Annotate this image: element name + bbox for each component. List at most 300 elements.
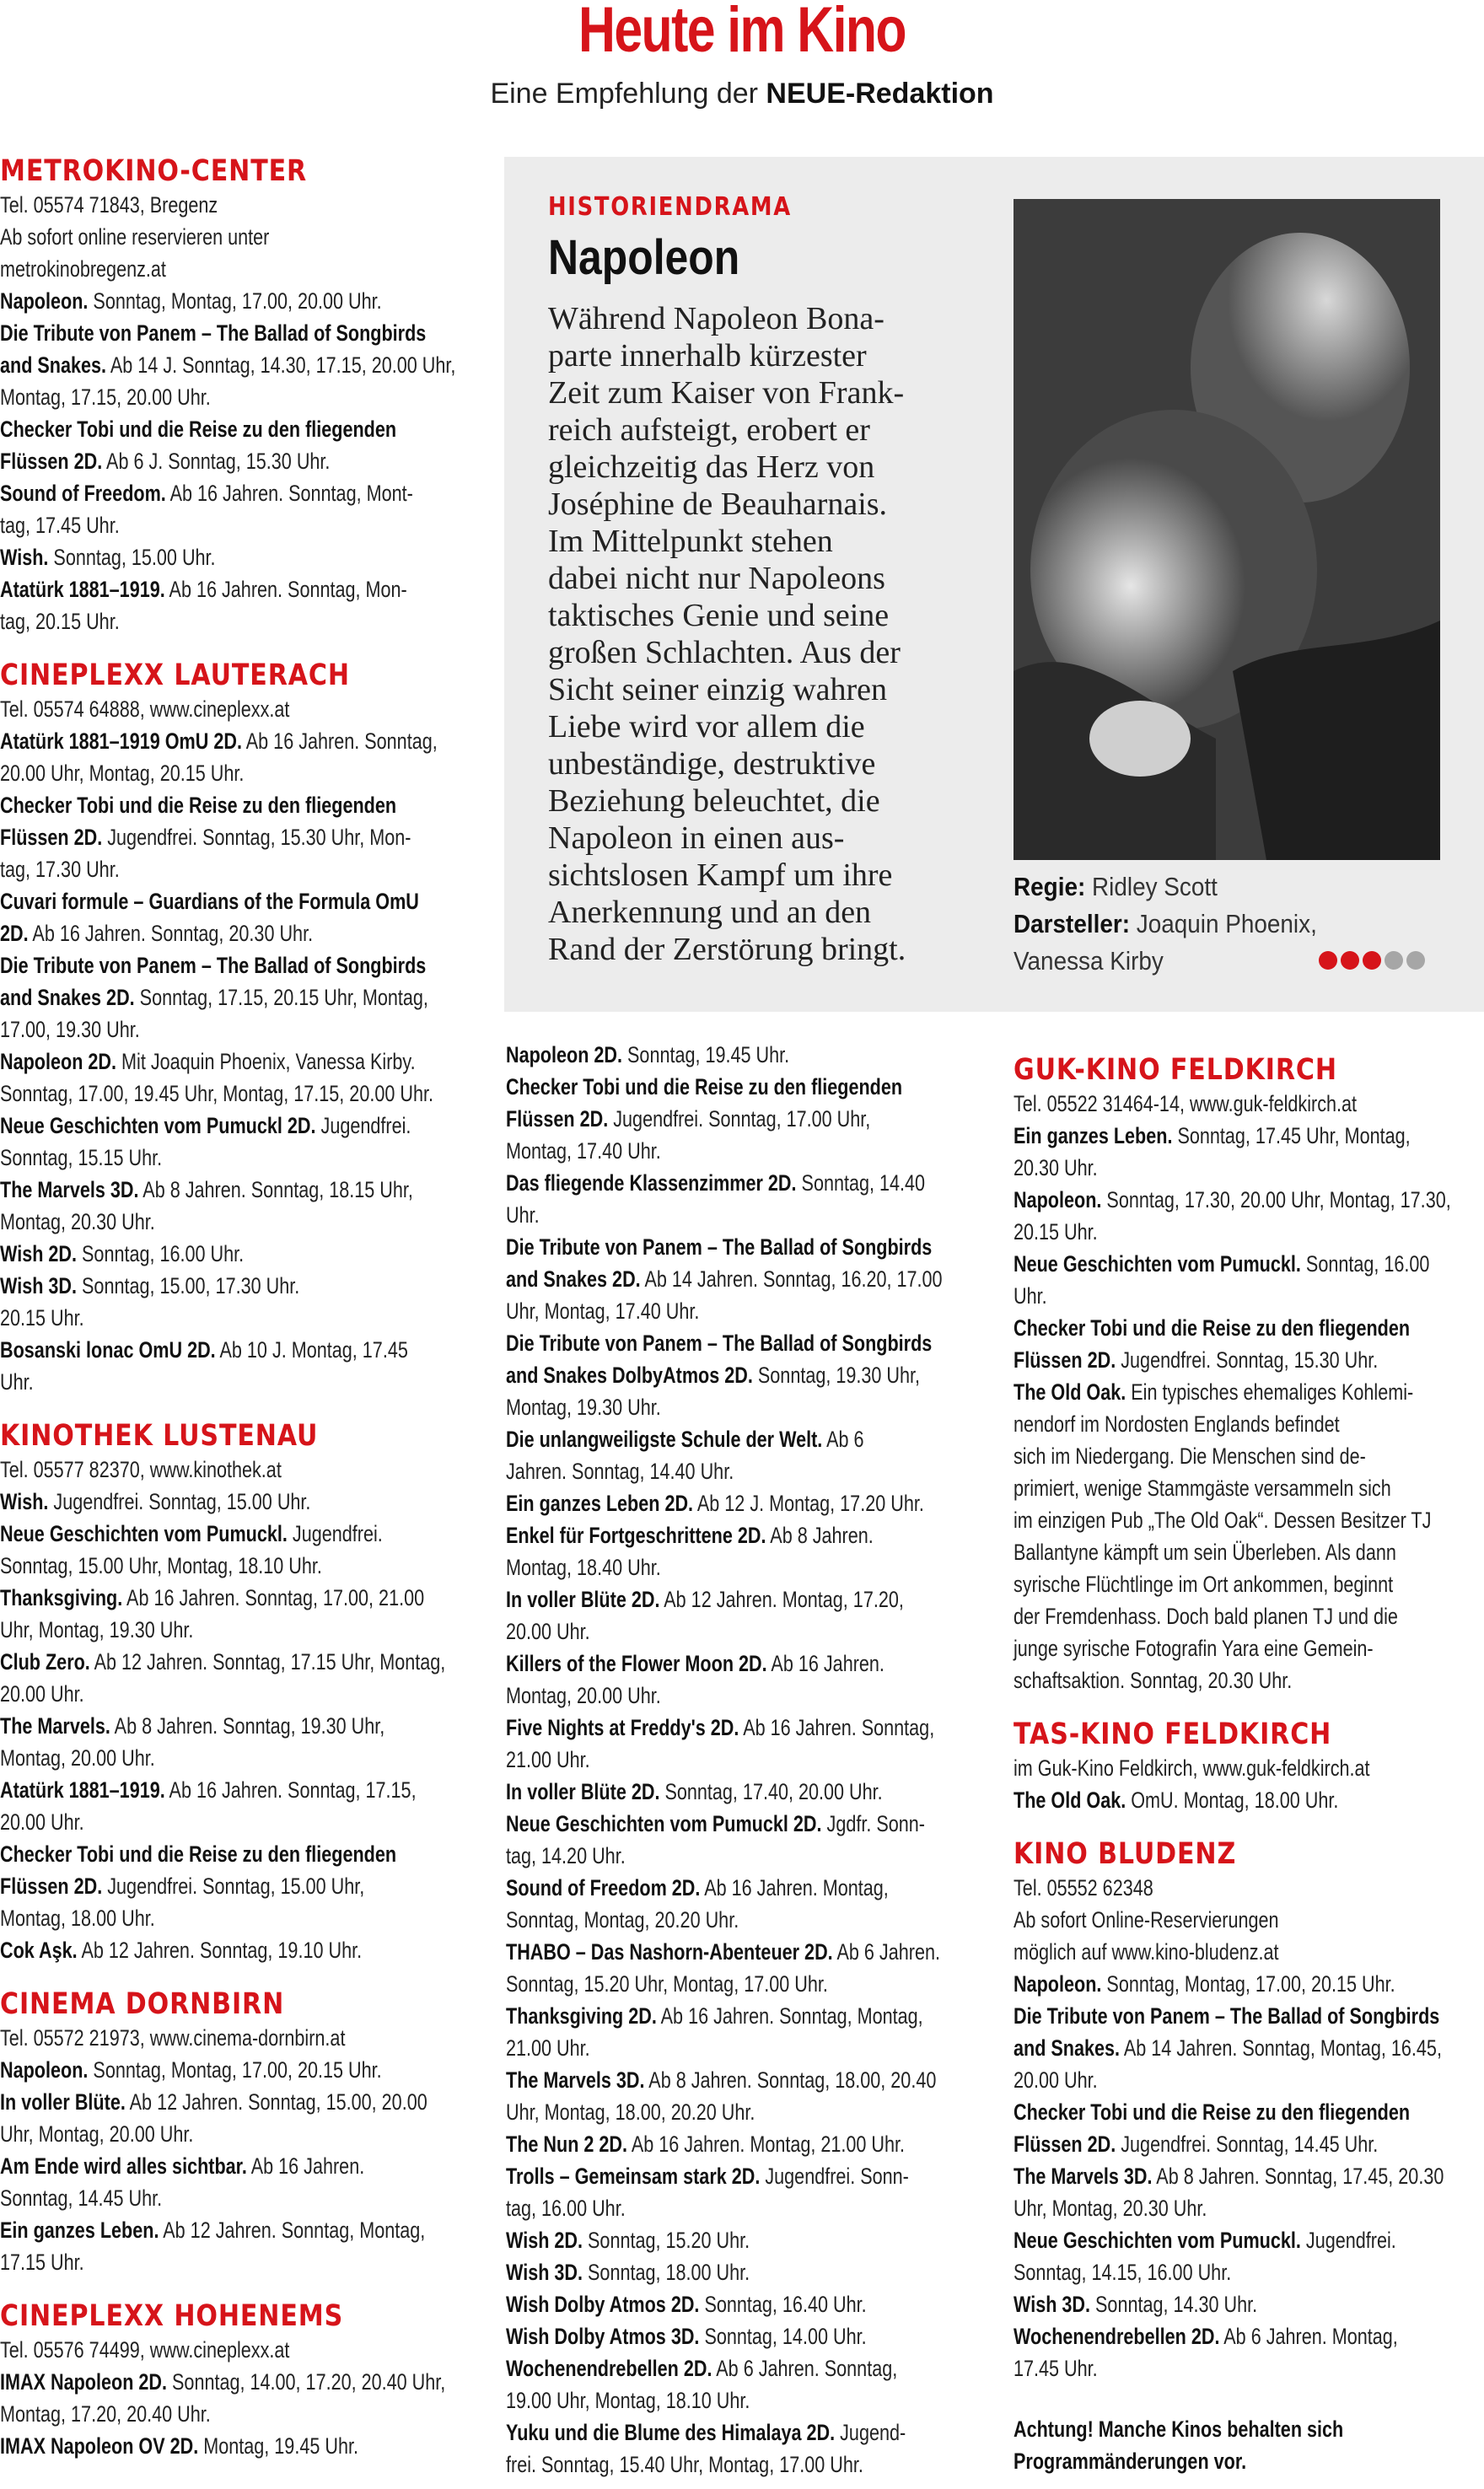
movie-title: and Snakes DolbyAtmos 2D. [506,1363,753,1388]
listing-line [0,821,411,853]
director-label: Regie: [1014,872,1086,901]
listing-details: Sonntag, 14.15, 16.00 Uhr. [1014,2260,1232,2285]
listing-details: Uhr, Montag, 17.40 Uhr. [506,1298,700,1324]
listing-line [0,2246,398,2278]
listing-line [506,2064,937,2096]
feature-text-line: dabei nicht nur Napoleons [548,561,885,596]
listing-line [0,1774,417,1806]
listing-details: Mit Joaquin Phoenix, Vanessa Kirby. [116,1049,416,1074]
movie-title: Checker Tobi und die Reise zu den fliegenden [0,793,397,818]
movie-title: Killers of the Flower Moon 2D. [506,1651,767,1676]
listing-line [506,1231,933,1263]
listing-line [0,2118,398,2150]
listing-line [1014,2064,1390,2096]
listing-line [0,2366,446,2398]
movie-title: Wish 3D. [0,1273,78,1298]
column-right [1014,1052,1484,2477]
listing-details: tag, 16.00 Uhr. [506,2196,626,2221]
movie-title: Wish 2D. [506,2228,583,2253]
cinema-heading: KINO BLUDENZ [1014,1837,1237,1871]
listing-details: Montag, 19.30 Uhr. [506,1395,661,1420]
listing-line [0,317,427,349]
listing-line [0,221,398,253]
listing-details: 20.15 Uhr. [0,1305,84,1331]
movie-title: Wish. [0,1489,49,1514]
listing-line [506,1103,877,1135]
listing-line [506,1071,903,1103]
feature-box [504,157,1484,1012]
listing-line [506,1615,877,1648]
movie-title: Wish 3D. [506,2260,583,2285]
listing-details: Montag, 17.20, 20.40 Uhr. [0,2401,211,2427]
listing-line [506,1551,877,1583]
listing-details: OmU. Montag, 18.00 Uhr. [1126,1787,1339,1813]
listing-line [506,2128,906,2160]
listing-line [1014,2224,1396,2256]
listing-line [0,285,398,317]
listing-details: Sonntag, 15.00 Uhr. [48,545,216,570]
director-line [1014,868,1317,906]
listing-line [506,1904,877,1936]
listing-details: Ab 12 Jahren. Sonntag, 19.10 Uhr. [77,1938,363,1963]
listing-line [1014,1632,1390,1664]
listing-details: der Fremdenhass. Doch bald planen TJ und die [1014,1604,1398,1629]
listing-details: Sonntag, Montag, 17.00, 20.00 Uhr. [88,288,382,314]
cinema-heading: METROKINO-CENTER [0,154,308,188]
listing-line [0,1013,398,1046]
movie-title: Atatürk 1881–1919. [0,577,165,602]
listing-details: Ab 16 Jahren. [246,2153,365,2179]
movie-title: Neue Geschichten vom Pumuckl. [1014,1251,1301,1277]
listing-details: 17.00, 19.30 Uhr. [0,1017,140,1042]
movie-title: Five Nights at Freddy's 2D. [506,1715,739,1740]
feature-text-line: sichtslosen Kampf um ihre [548,857,893,893]
feature-text-line: Während Napoleon Bona- [548,301,884,336]
listing-details: Uhr. [1014,1283,1047,1309]
listing-line [1014,2032,1442,2064]
listing-line [0,1270,398,1302]
movie-title: Die Tribute von Panem – The Ballad of Songbirds [506,1331,933,1356]
listing-line [1014,1248,1430,1280]
listing-line [1014,1216,1390,1248]
listing-line [1014,1088,1390,1120]
listing-line [0,1710,398,1742]
feature-text-line: taktisches Genie und seine [548,598,890,633]
listing-line [1014,2288,1390,2320]
listing-line [506,1135,877,1167]
listing-details: Sonntag, 16.00 Uhr. [77,1241,245,1266]
listing-line [0,189,398,221]
listing-details: Sonntag, 17.15, 20.15 Uhr, Montag, [134,985,428,1010]
movie-title: Checker Tobi und die Reise zu den fliegenden [1014,1315,1411,1341]
listing-details: Ab 16 Jahren. Sonntag, 17.00, 21.00 [122,1585,425,1610]
listing-details: Ab sofort online reservieren unter [0,224,270,250]
movie-title: IMAX Napoleon 2D. [0,2369,168,2395]
listing-details: Montag, 20.00 Uhr. [506,1683,661,1708]
listing-line [0,853,398,885]
listing-line [506,2449,877,2481]
movie-title: Cok Aşk. [0,1938,78,1963]
listing-details: Ab 16 Jahren. Sonntag, 20.30 Uhr. [28,921,314,946]
movie-title: Napoleon. [0,288,89,314]
movie-title: Atatürk 1881–1919 OmU 2D. [0,728,242,754]
listing-details: Uhr, Montag, 20.30 Uhr. [1014,2196,1207,2221]
listing-details: Ab 16 Jahren. Montag, [700,1875,889,1900]
listing-line [506,1936,940,1968]
listing-details: Uhr, Montag, 18.00, 20.20 Uhr. [506,2099,755,2125]
listing-line [0,1518,398,1550]
listing-line [1014,2160,1444,2192]
listing-details: Tel. 05552 62348 [1014,1875,1153,1900]
listing-details: Ab 12 Jahren. Sonntag, Montag, [159,2218,426,2243]
movie-title: and Snakes. [0,352,107,378]
listing-line [1014,1184,1451,1216]
listing-line [506,1776,883,1808]
movie-title: Die Tribute von Panem – The Ballad of Songbirds [1014,2003,1440,2029]
listing-line [0,885,419,917]
listing-line [0,2182,398,2214]
page-subtitle [0,78,1484,110]
movie-title: Wish Dolby Atmos 3D. [506,2324,700,2349]
feature-text-line: Im Mittelpunkt stehen [548,524,833,559]
listing-details: Ab 16 Jahren. [766,1651,884,1676]
listing-line [506,1039,877,1071]
listing-line [506,2224,877,2256]
feature-text-line: Joséphine de Beauharnais. [548,487,888,522]
listing-details: Jugendfrei. Sonntag, 14.45 Uhr. [1116,2132,1379,2157]
listing-line [0,1110,411,1142]
rating-dot-filled [1363,951,1381,970]
listing-details: Ab 8 Jahren. [766,1523,874,1548]
feature-text-line: Napoleon in einen aus- [548,820,845,856]
movie-title: Flüssen 2D. [506,1106,609,1132]
feature-genre: HISTORIENDRAMA [548,192,792,222]
rating-dots [1319,951,1428,974]
listing-details: Sonntag, 17.00, 19.45 Uhr, Montag, 17.15, 20.00 Uhr. [0,1081,433,1106]
cinema-heading: KINOTHEK LUSTENAU [0,1419,319,1453]
movie-title: THABO – Das Nashorn-Abenteuer 2D. [506,1939,833,1965]
listing-details: Uhr, Montag, 19.30 Uhr. [0,1617,194,1642]
listing-details: Ab 12 Jahren. Sonntag, 15.00, 20.00 [125,2089,427,2115]
listing-details: Jugendfrei. [1300,2228,1396,2253]
listing-line [1014,1120,1411,1152]
listing-line [0,349,456,381]
listing-details: tag, 17.30 Uhr. [0,857,120,882]
listing-details: Montag, 18.00 Uhr. [0,1906,155,1931]
listing-details: Sonntag, Montag, 20.20 Uhr. [506,1907,739,1933]
listing-line [0,1046,416,1078]
listing-details: Jugendfrei. Sonntag, 15.30 Uhr. [1116,1347,1379,1373]
listing-line [1014,1472,1390,1504]
listing-details: Jugendfrei. Sonntag, 17.00 Uhr, [608,1106,871,1132]
movie-title: The Marvels 3D. [506,2067,645,2093]
movie-title: Ein ganzes Leben 2D. [506,1491,694,1516]
listing-line [506,1167,926,1199]
column-left [0,153,497,2462]
listing-details: 17.15 Uhr. [0,2250,84,2275]
listing-details: möglich auf www.kino-bludenz.at [1014,1939,1279,1965]
listing-line [506,2320,877,2352]
movie-title: Wochenendrebellen 2D. [1014,2324,1220,2349]
page-title: Heute im Kino [578,0,906,66]
listing-details: Ab 14 Jahren. Sonntag, Montag, 16.45, [1120,2035,1442,2061]
listing-line [0,789,398,821]
listing-line [0,725,438,757]
movie-title: The Old Oak. [1014,1379,1126,1405]
listing-details: Ab sofort Online-Reservierungen [1014,1907,1279,1933]
cinema-heading: TAS-KINO FELDKIRCH [1014,1718,1332,1751]
listing-details: 19.00 Uhr, Montag, 18.10 Uhr. [506,2388,750,2413]
movie-title: Napoleon. [1014,1971,1102,1997]
movie-title: Ein ganzes Leben. [0,2218,159,2243]
movie-title: Am Ende wird alles sichtbar. [0,2153,247,2179]
listing-line [0,2054,398,2086]
listing-details: Ab 14 J. Sonntag, 14.30, 17.15, 20.00 Uhr, [106,352,456,378]
listing-line [1014,2192,1390,2224]
listing-details: Montag, 20.30 Uhr. [0,1209,155,1234]
movie-title: Neue Geschichten vom Pumuckl. [1014,2228,1301,2253]
rating-dot-empty [1406,951,1425,970]
movie-title: Wish 2D. [0,1241,78,1266]
listing-details: Montag, 20.00 Uhr. [0,1745,155,1771]
listing-details: Jugendfrei. Sonntag, 15.00 Uhr. [48,1489,311,1514]
movie-title: In voller Blüte. [0,2089,126,2115]
listing-line [0,1334,408,1366]
movie-title: Thanksgiving. [0,1585,123,1610]
feature-title: Napoleon [548,230,740,285]
listing-details: Ab 8 Jahren. Sonntag, 19.30 Uhr, [110,1713,385,1739]
listing-line [506,1583,904,1615]
listing-details: Tel. 05577 82370, www.kinothek.at [0,1457,282,1482]
listing-line [0,605,398,637]
listing-details: Sonntag, 17.30, 20.00 Uhr, Montag, 17.30, [1101,1187,1451,1212]
listing-line [1014,1872,1390,1904]
feature-text-line: Beziehung beleuchtet, die [548,783,880,819]
listing-line [1014,1536,1396,1568]
movie-title: The Marvels. [0,1713,110,1739]
listing-details: Sonntag, 14.30 Uhr. [1090,2292,1258,2317]
listing-line [506,2192,877,2224]
movie-title: In voller Blüte 2D. [506,1587,660,1612]
listing-details: Ab 16 Jahren. Sonntag, [739,1715,935,1740]
listing-line [1014,1752,1390,1784]
listing-line [1014,1568,1394,1600]
cinema-heading: CINEPLEXX LAUTERACH [0,659,350,692]
movie-title: Napoleon. [1014,1187,1102,1212]
listing-details: Tel. 05522 31464-14, www.guk-feldkirch.at [1014,1091,1358,1116]
listing-line [506,1840,877,1872]
listing-line [0,1870,398,1902]
listing-details: Ab 10 J. Montag, 17.45 [215,1337,408,1363]
listing-line [1014,1376,1414,1408]
movie-title: Bosanski lonac OmU 2D. [0,1337,216,1363]
listing-details: Uhr. [0,1369,34,1395]
listing-details: Ab 12 J. Montag, 17.20 Uhr. [693,1491,924,1516]
listing-line [0,2398,398,2430]
listing-details: 20.00 Uhr. [1014,2067,1098,2093]
feature-text-line: gleichzeitig das Herz von [548,449,875,485]
listing-details: Sonntag, 15.00, 17.30 Uhr. [77,1273,300,1298]
listing-line [1014,1344,1390,1376]
movie-title: Wish. [0,545,49,570]
listing-details: Sonntag, 16.00 [1300,1251,1430,1277]
listing-line [0,413,398,445]
listing-details: Sonntag, 15.00 Uhr, Montag, 18.10 Uhr. [0,1553,322,1578]
listing-line [0,1238,398,1270]
listing-line [1014,2128,1390,2160]
feature-text-line: Sicht seiner einzig wahren [548,672,888,707]
cinema-heading: CINEPLEXX HOHENEMS [0,2299,344,2333]
listing-line [0,2150,398,2182]
movie-title: Checker Tobi und die Reise zu den fliegenden [0,417,397,442]
listing-line [506,2352,898,2384]
subtitle-bold: NEUE-Redaktion [766,78,994,110]
listing-details: Montag, 19.45 Uhr. [198,2433,358,2459]
movie-title: In voller Blüte 2D. [506,1779,660,1804]
listing-details: Ab 8 Jahren. Sonntag, 18.00, 20.40 [644,2067,937,2093]
movie-title: Achtung! Manche Kinos behalten sich [1014,2416,1344,2442]
photo-illustration [1014,199,1440,860]
listing-details: im Guk-Kino Feldkirch, www.guk-feldkirch.at [1014,1755,1370,1781]
listing-line [0,2086,427,2118]
listing-line [0,1582,425,1614]
listing-line [1014,2000,1440,2032]
movie-title: Napoleon 2D. [506,1042,623,1067]
movie-title: Neue Geschichten vom Pumuckl. [0,1521,288,1546]
listing-details: Ab 12 Jahren. Montag, 17.20, [659,1587,904,1612]
listing-details: Ab 14 Jahren. Sonntag, 16.20, 17.00 [640,1266,943,1292]
listing-details: 20.00 Uhr. [0,1809,84,1835]
movie-title: Neue Geschichten vom Pumuckl 2D. [506,1811,822,1836]
listing-line [1014,2096,1411,2128]
movie-title: Das fliegende Klassenzimmer 2D. [506,1170,797,1196]
listing-details: Ab 16 Jahren. Sonntag, Montag, [656,2003,923,2029]
listing-details: Uhr. [506,1202,540,1228]
listing-details: 20.00 Uhr, Montag, 20.15 Uhr. [0,761,245,786]
listing-line [0,1550,398,1582]
listing-details: Ab 6 Jahren. Montag, [1219,2324,1398,2349]
listing-line [0,757,398,789]
listing-line [0,2022,398,2054]
listing-details: Ab 6 [822,1427,864,1452]
column-middle [506,1039,970,2481]
movie-title: The Marvels 3D. [0,1177,139,1202]
listing-line [0,2214,426,2246]
listing-details: schaftsaktion. Sonntag, 20.30 Uhr. [1014,1668,1293,1693]
listing-line [0,2430,398,2462]
movie-title: Thanksgiving 2D. [506,2003,657,2029]
page-header [0,0,1484,126]
listing-line [506,1744,877,1776]
listing-line [506,1712,935,1744]
listing-details: Ab 6 J. Sonntag, 15.30 Uhr. [102,449,331,474]
listing-details: Ab 16 Jahren. Montag, 21.00 Uhr. [627,2132,906,2157]
movie-title: Club Zero. [0,1649,90,1675]
listing-line [0,1454,398,1486]
listing-details: Sonntag, 15.20 Uhr, Montag, 17.00 Uhr. [506,1971,828,1997]
feature-text-line: Rand der Zerstörung bringt. [548,932,906,967]
feature-text-line: Zeit zum Kaiser von Frank- [548,375,905,411]
listing-details: Ballantyne kämpft um sein Überleben. Als dann [1014,1540,1396,1565]
listing-line [0,445,398,477]
listing-line [1014,2320,1398,2352]
listing-details: Jugendfrei. Sonntag, 15.00 Uhr, [102,1873,365,1899]
listing-details: Montag, 17.40 Uhr. [506,1138,661,1164]
listing-line [1014,2413,1390,2445]
movie-title: Flüssen 2D. [0,449,103,474]
listing-line [0,693,398,725]
listing-details: Montag, 17.15, 20.00 Uhr. [0,384,211,410]
spacer [1014,2384,1484,2413]
listing-details: 20.00 Uhr. [506,1619,590,1644]
listing-details: Jugendfrei. Sonn- [760,2164,909,2189]
cast-line [1014,906,1317,943]
feature-text [548,300,1020,968]
listing-line [506,2256,877,2288]
listing-line [506,1359,921,1391]
movie-title: and Snakes 2D. [506,1266,641,1292]
listing-line [0,1174,413,1206]
listing-line [506,2160,909,2192]
movie-title: Flüssen 2D. [1014,2132,1116,2157]
listing-details: Jugend- [835,2420,906,2445]
listing-details: Sonntag, 14.45 Uhr. [0,2185,163,2211]
feature-text-line: Liebe wird vor allem die [548,709,865,745]
feature-text-line: Anerkennung und an den [548,895,872,930]
listing-line [506,1263,943,1295]
listing-line [506,1519,877,1551]
listing-line [506,1199,877,1231]
listing-details: Ab 16 Jahren. Sonntag, Mont- [165,481,413,506]
listing-line [506,1327,933,1359]
listing-line [1014,2352,1390,2384]
movie-title: The Marvels 3D. [1014,2164,1153,2189]
movie-title: 2D. [0,921,29,946]
listing-details: Ab 16 Jahren. Sonntag, Mon- [164,577,407,602]
listing-details: Sonntag, 18.00 Uhr. [583,2260,750,2285]
listing-line [506,1968,877,2000]
listing-line [506,2096,877,2128]
listing-line [506,1808,925,1840]
cast-line-2: Vanessa Kirby [1014,946,1164,976]
movie-title: Die Tribute von Panem – The Ballad of Songbirds [0,320,427,346]
listing-line [506,1872,889,1904]
movie-title: Napoleon 2D. [0,1049,117,1074]
listing-details: Uhr, Montag, 20.00 Uhr. [0,2121,194,2147]
listing-details: Ab 12 Jahren. Sonntag, 17.15 Uhr, Montag, [89,1649,446,1675]
movie-title: Flüssen 2D. [1014,1347,1116,1373]
listing-details: Jgdfr. Sonn- [821,1811,925,1836]
listing-details: Tel. 05576 74499, www.cineplexx.at [0,2337,290,2363]
listing-line [1014,1784,1390,1816]
director-name: Ridley Scott [1085,872,1218,901]
subtitle-prefix: Eine Empfehlung der [490,78,766,110]
movie-title: Yuku und die Blume des Himalaya 2D. [506,2420,836,2445]
listing-line [506,2000,923,2032]
movie-title: Checker Tobi und die Reise zu den fliegenden [506,1074,903,1099]
listing-line [506,1487,924,1519]
listing-details: Sonntag, 14.00 Uhr. [699,2324,867,2349]
listing-details: Jugendfrei. [287,1521,383,1546]
listing-details: Jugendfrei. [315,1113,411,1138]
listing-line [0,1806,398,1838]
movie-title: Enkel für Fortgeschrittene 2D. [506,1523,766,1548]
movie-title: Sound of Freedom 2D. [506,1875,701,1900]
listing-line [0,477,413,509]
listing-line [506,1391,877,1423]
listing-details: Jahren. Sonntag, 14.40 Uhr. [506,1459,734,1484]
listing-line [506,2384,877,2416]
